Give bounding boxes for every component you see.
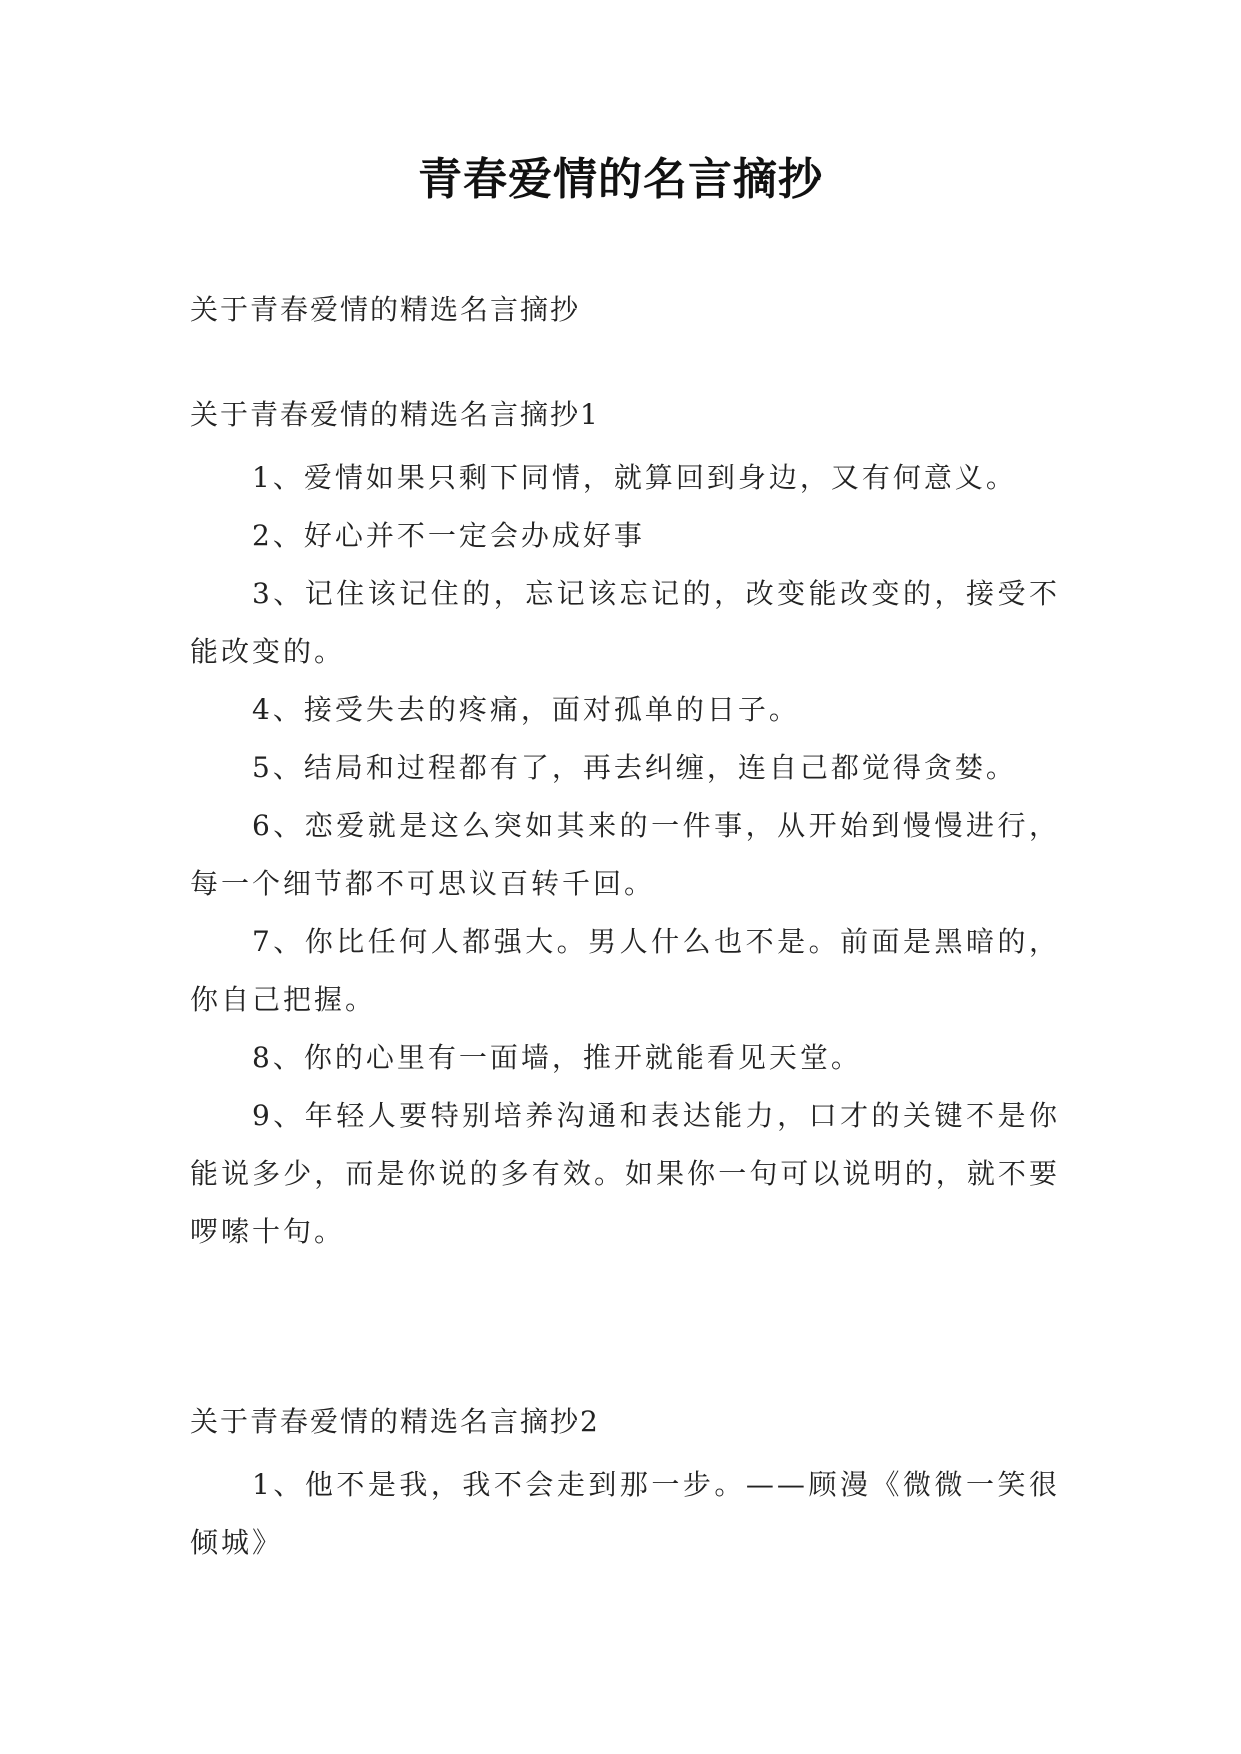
quote-item: 1、爱情如果只剩下同情，就算回到身边，又有何意义。 bbox=[252, 461, 1017, 494]
quote-item: 9、年轻人要特别培养沟通和表达能力，口才的关键不是你能说多少，而是你说的多有效。如果你一句可以说明的，就不要啰嗦十句。 bbox=[190, 1099, 1060, 1248]
quote-item: 8、你的心里有一面墙，推开就能看见天堂。 bbox=[252, 1041, 862, 1074]
quote-item: 2、好心并不一定会办成好事 bbox=[252, 519, 645, 552]
section-heading: 关于青春爱情的精选名言摘抄2 bbox=[190, 1405, 600, 1438]
quote-item: 4、接受失去的疼痛，面对孤单的日子。 bbox=[252, 693, 800, 726]
section-1 bbox=[190, 395, 1060, 1261]
quote-item: 1、他不是我，我不会走到那一步。——顾漫《微微一笑很倾城》 bbox=[190, 1468, 1060, 1559]
quote-item: 6、恋爱就是这么突如其来的一件事，从开始到慢慢进行，每一个细节都不可思议百转千回。 bbox=[190, 809, 1060, 900]
quote-item: 7、你比任何人都强大。男人什么也不是。前面是黑暗的，你自己把握。 bbox=[190, 925, 1060, 1016]
quote-item: 5、结局和过程都有了，再去纠缠，连自己都觉得贪婪。 bbox=[252, 751, 1017, 784]
section-2 bbox=[190, 1402, 1060, 1572]
section-heading: 关于青春爱情的精选名言摘抄1 bbox=[190, 398, 600, 431]
quote-item: 3、记住该记住的，忘记该忘记的，改变能改变的，接受不能改变的。 bbox=[190, 577, 1060, 668]
document-title: 青春爱情的名言摘抄 bbox=[418, 154, 823, 205]
document-intro: 关于青春爱情的精选名言摘抄 bbox=[190, 293, 581, 326]
